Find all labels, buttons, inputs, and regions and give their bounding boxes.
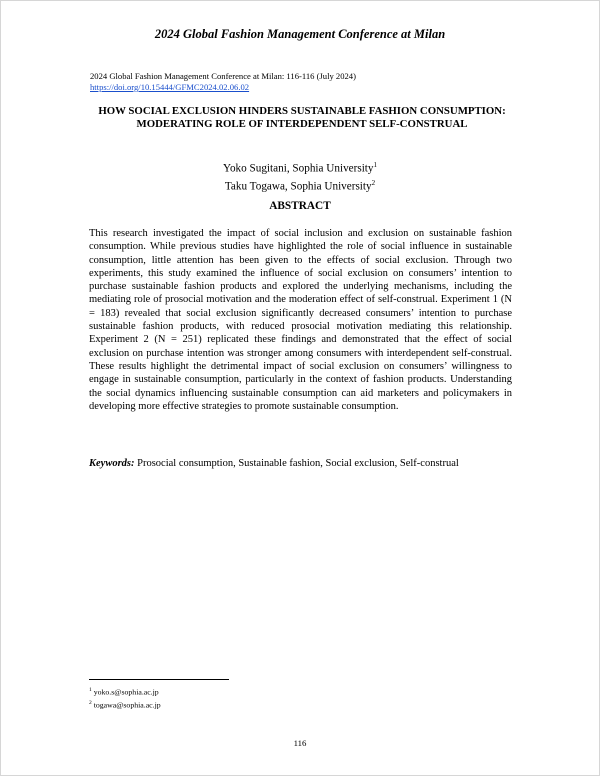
footnote-mark: 1 (89, 687, 92, 693)
conference-header: 2024 Global Fashion Management Conference at Milan (154, 27, 446, 41)
paper-title: HOW SOCIAL EXCLUSION HINDERS SUSTAINABLE FASHION CONSUMPTION: MODERATING ROLE OF INTERDEPENDENT SELF-CONSTRUAL (98, 105, 506, 130)
footnote-divider (89, 679, 229, 680)
abstract-heading: ABSTRACT (269, 200, 331, 212)
footnote-email: togawa@sophia.ac.jp (93, 700, 161, 710)
footnote-email: yoko.s@sophia.ac.jp (93, 687, 159, 697)
citation-block (90, 71, 356, 93)
footnote-mark: 2 (371, 178, 376, 187)
author-name: Taku Togawa, Sophia University (224, 180, 372, 193)
doi-link[interactable]: https://doi.org/10.15444/GFMC2024.02.06.02 (90, 82, 250, 92)
abstract-text: This research investigated the impact of social inclusion and exclusion on sustainable fashion consumption. While previous studies have highlighted the role of social influence in sustainable consumption, little attention has been given to the effects of social exclusion. Through two experiments, this study examined the influence of social exclusion on consumers’ intention to purchase sustainable fashion products and explored the underlying mechanisms, including the mediating role of prosocial motivation and the moderation effect of self-construal. Experiment 1 (N = 183) revealed that social exclusion significantly decreased consumers’ intention to purchase sustainable fashion products, with reduced prosocial motivation mediating this relationship. Experiment 2 (N = 251) replicated these findings and demonstrated that the effect of social exclusion on purchase intention was stronger among consumers with interdependent self-construal. These results highlight the detrimental impact of social exclusion on consumers’ willingness to engage in sustainable consumption, particularly in the context of fashion products. Understanding the social dynamics influencing sustainable consumption can aid marketers and policymakers in developing more effective strategies to promote sustainable consumption. (89, 228, 512, 412)
author-line (0, 158, 600, 176)
footnotes (89, 685, 161, 710)
author-line (0, 176, 600, 194)
keywords-line (89, 458, 519, 469)
author-name: Yoko Sugitani, Sophia University (222, 162, 374, 175)
footnote (89, 685, 161, 698)
author-list (0, 158, 600, 193)
footnote-mark: 2 (89, 699, 92, 706)
keywords-text: Prosocial consumption, Sustainable fashion, Social exclusion, Self-construal (137, 458, 459, 469)
keywords-label: Keywords: (89, 458, 135, 469)
footnote (89, 698, 161, 711)
footnote-mark: 1 (373, 161, 378, 169)
citation-line: 2024 Global Fashion Management Conference at Milan: 116-116 (July 2024) (90, 71, 356, 81)
page-number: 116 (293, 738, 307, 748)
